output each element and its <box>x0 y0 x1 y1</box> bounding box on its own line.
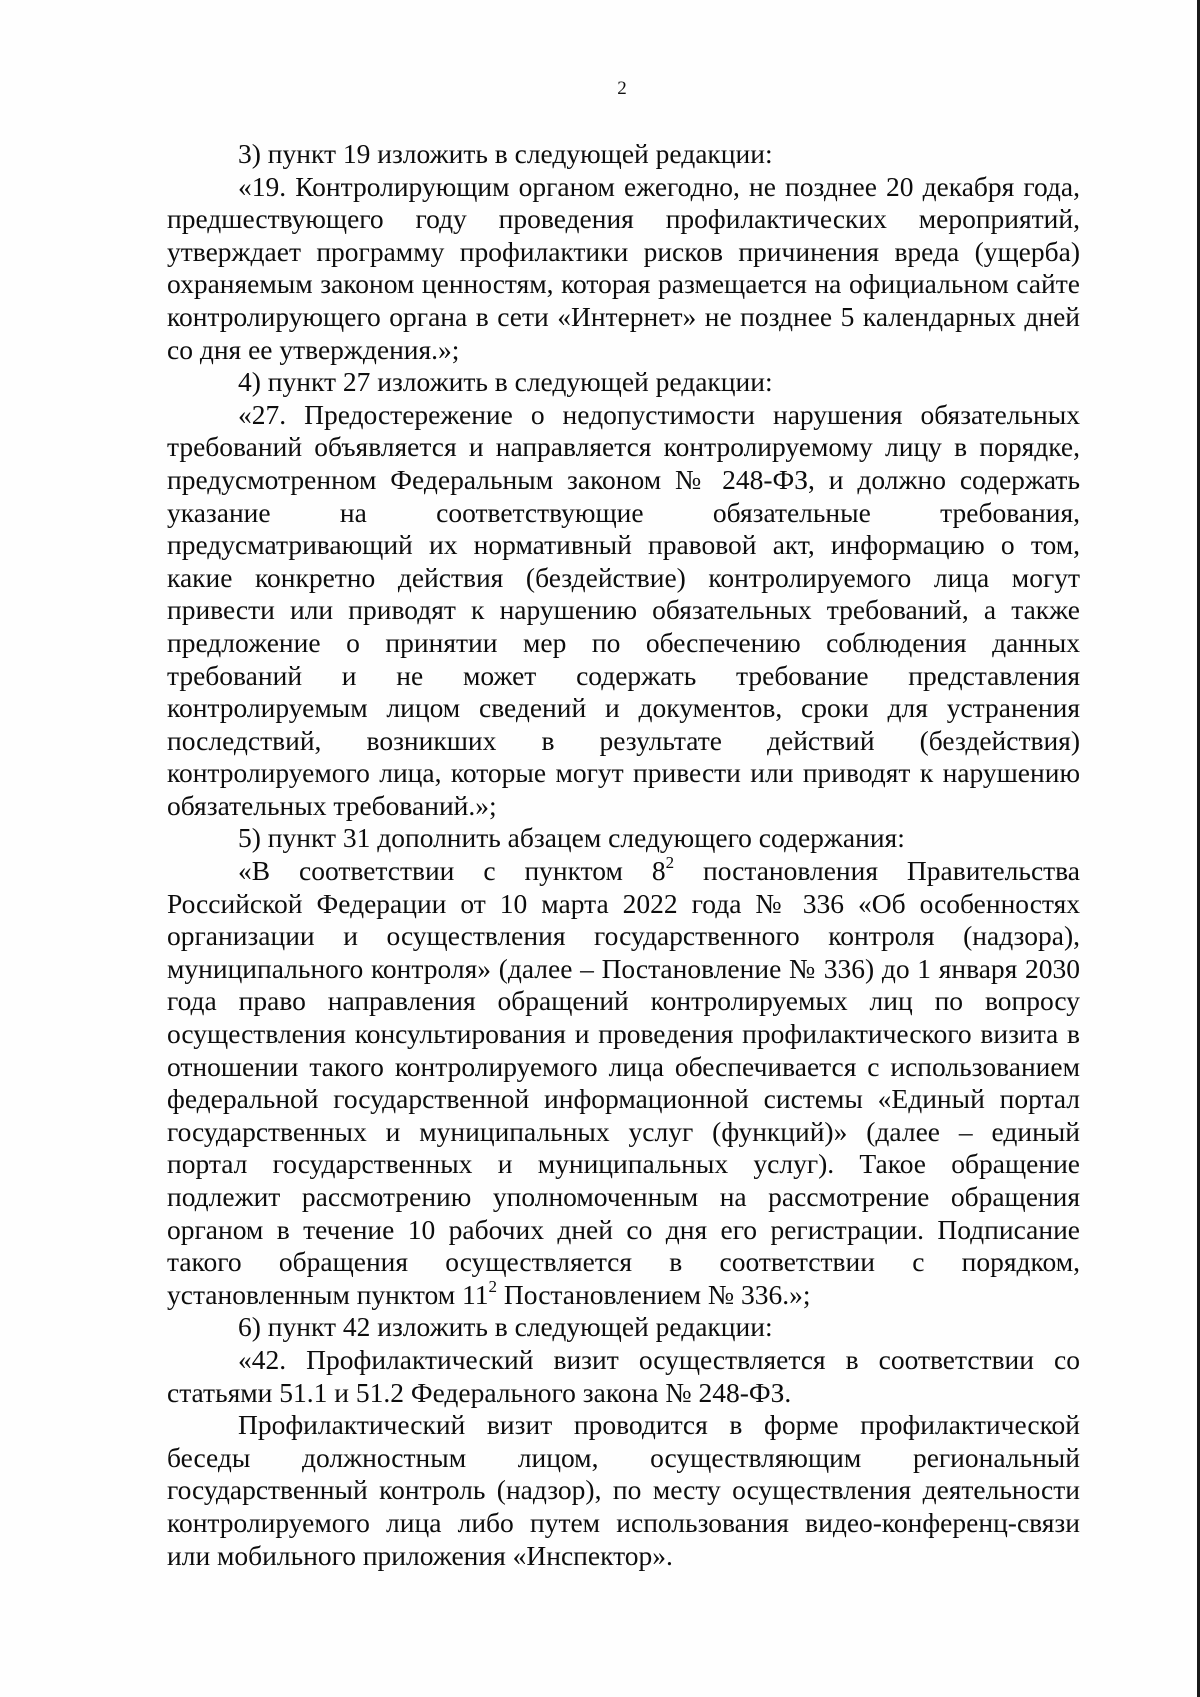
clause-31-text-middle: постановления Правительства Российской Федерации от 10 марта 2022 года № 336 «Об особенностях организации и осуществления государственного контроля (надзора), муниципального контроля» (далее – Постановление № 336) до 1 января 2030 года право направления обращений контролируемых лиц по вопросу осуществления консультирования и проведения профилактического визита в отношении такого контролируемого лица обеспечивается с использованием федеральной государственной информационной системы «Единый портал государственных и муниципальных услуг (функций)» (далее – единый портал государственных и муниципальных услуг). Такое обращение подлежит рассмотрению уполномоченным на рассмотрение обращения органом в течение 10 рабочих дней со дня его регистрации. Подписание такого обращения осуществляется в соответствии с порядком, установленным пунктом 11 <box>167 855 1080 1310</box>
document-body <box>167 138 1080 1572</box>
paragraph-clause-27: «27. Предостережение о недопустимости нарушения обязательных требований объявляется и направляется контролируемому лицу в порядке, предусмотренном Федеральным законом № 248-ФЗ, и должно содержать указание на соответствующие обязательные требования, предусматривающий их нормативный правовой акт, информацию о том, какие конкретно действия (бездействие) контролируемого лица могут привести или приводят к нарушению обязательных требований, а также предложение о принятии мер по обеспечению соблюдения данных требований и не может содержать требование представления контролируемым лицом сведений и документов, сроки для устранения последствий, возникших в результате действий (бездействия) контролируемого лица, которые могут привести или приводят к нарушению обязательных требований.»; <box>167 398 1080 821</box>
paragraph-preventive-visit: Профилактический визит проводится в форме профилактической беседы должностным лицом, осуществляющим региональный государственный контроль (надзор), по месту осуществления деятельности контролируемого лица либо путем использования видео-конференц-связи или мобильного приложения «Инспектор». <box>167 1409 1080 1571</box>
clause-31-text-end: Постановлением № 336.»; <box>497 1278 811 1310</box>
page-number: 2 <box>617 78 627 99</box>
paragraph-item-4: 4) пункт 27 изложить в следующей редакции: <box>238 366 773 398</box>
superscript-2: 2 <box>665 853 675 873</box>
paragraph-clause-42: «42. Профилактический визит осуществляется в соответствии со статьями 51.1 и 51.2 Федерального закона № 248-ФЗ. <box>167 1343 1080 1408</box>
paragraph-item-6: 6) пункт 42 изложить в следующей редакции: <box>238 1311 773 1343</box>
paragraph-item-3: 3) пункт 19 изложить в следующей редакции: <box>238 138 773 169</box>
paragraph-clause-31-addition <box>167 855 1080 1311</box>
paragraph-item-5: 5) пункт 31 дополнить абзацем следующего содержания: <box>238 822 905 854</box>
clause-31-text-start: «В соответствии с пунктом 8 <box>238 855 666 887</box>
superscript-2: 2 <box>488 1276 498 1296</box>
paragraph-clause-19: «19. Контролирующим органом ежегодно, не позднее 20 декабря года, предшествующего году проведения профилактических мероприятий, утверждает программу профилактики рисков причинения вреда (ущерба) охраняемым законом ценностям, которая размещается на официальном сайте контролирующего органа в сети «Интернет» не позднее 5 календарных дней со дня ее утверждения.»; <box>167 170 1080 365</box>
